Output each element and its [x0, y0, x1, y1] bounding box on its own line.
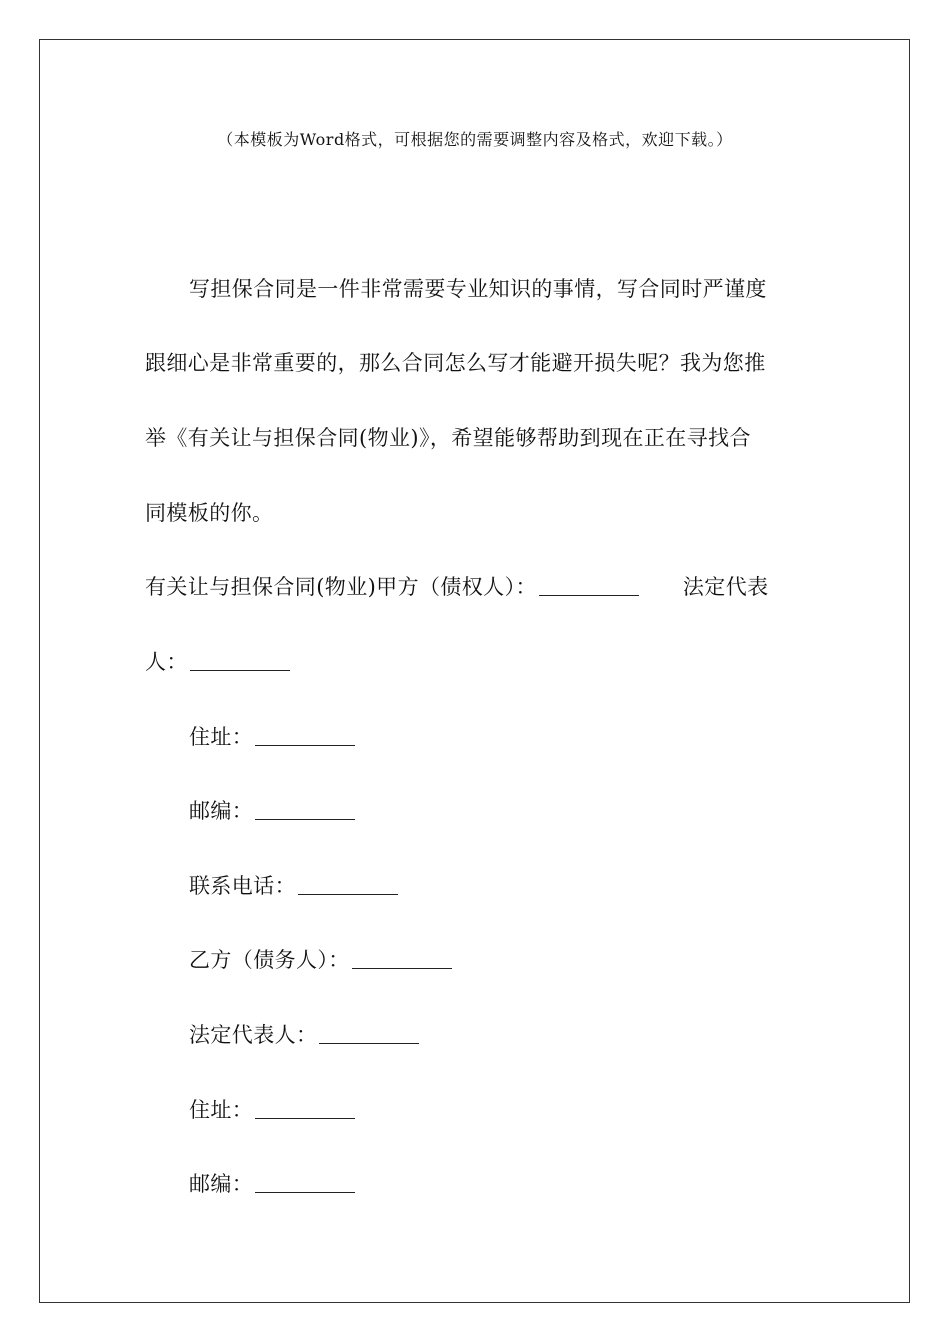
intro-line-3: 举《有关让与担保合同(物业)》，希望能够帮助到现在正在寻找合	[145, 426, 751, 450]
field-blank	[255, 801, 355, 820]
field-blank	[319, 1025, 419, 1044]
legal-rep-label-head: 法定代表	[682, 575, 769, 599]
field-row-address-b	[189, 1100, 355, 1121]
field-row-phone-a	[189, 876, 398, 897]
field-label: 邮编：	[189, 1172, 254, 1196]
legal-rep-blank	[190, 652, 290, 671]
field-label: 住址：	[189, 1098, 254, 1122]
field-blank	[255, 1174, 355, 1193]
party-a-blank	[539, 577, 639, 596]
field-row-postcode-b	[189, 1174, 355, 1195]
field-row-address-a	[189, 727, 355, 748]
field-row-legal-rep-b	[189, 1025, 419, 1046]
field-blank	[255, 727, 355, 746]
field-row-postcode-a	[189, 801, 355, 822]
field-label: 联系电话：	[189, 874, 296, 898]
party-a-label: 有关让与担保合同(物业)甲方（债权人）：	[145, 575, 537, 599]
field-blank	[352, 950, 452, 969]
field-label: 住址：	[189, 725, 254, 749]
party-a-row	[145, 577, 769, 598]
legal-rep-row	[145, 652, 290, 673]
field-label: 乙方（债务人）：	[189, 948, 350, 972]
intro-line-1: 写担保合同是一件非常需要专业知识的事情，写合同时严谨度	[189, 277, 767, 301]
intro-line-4: 同模板的你。	[145, 501, 274, 525]
template-note: （本模板为Word格式，可根据您的需要调整内容及格式，欢迎下载。）	[217, 130, 733, 149]
field-blank	[255, 1100, 355, 1119]
intro-line-2: 跟细心是非常重要的，那么合同怎么写才能避开损失呢？我为您推	[145, 351, 766, 375]
legal-rep-label-tail: 人：	[145, 650, 188, 674]
field-label: 法定代表人：	[189, 1023, 318, 1047]
field-label: 邮编：	[189, 799, 254, 823]
field-row-party-b	[189, 950, 452, 971]
field-blank	[298, 876, 398, 895]
